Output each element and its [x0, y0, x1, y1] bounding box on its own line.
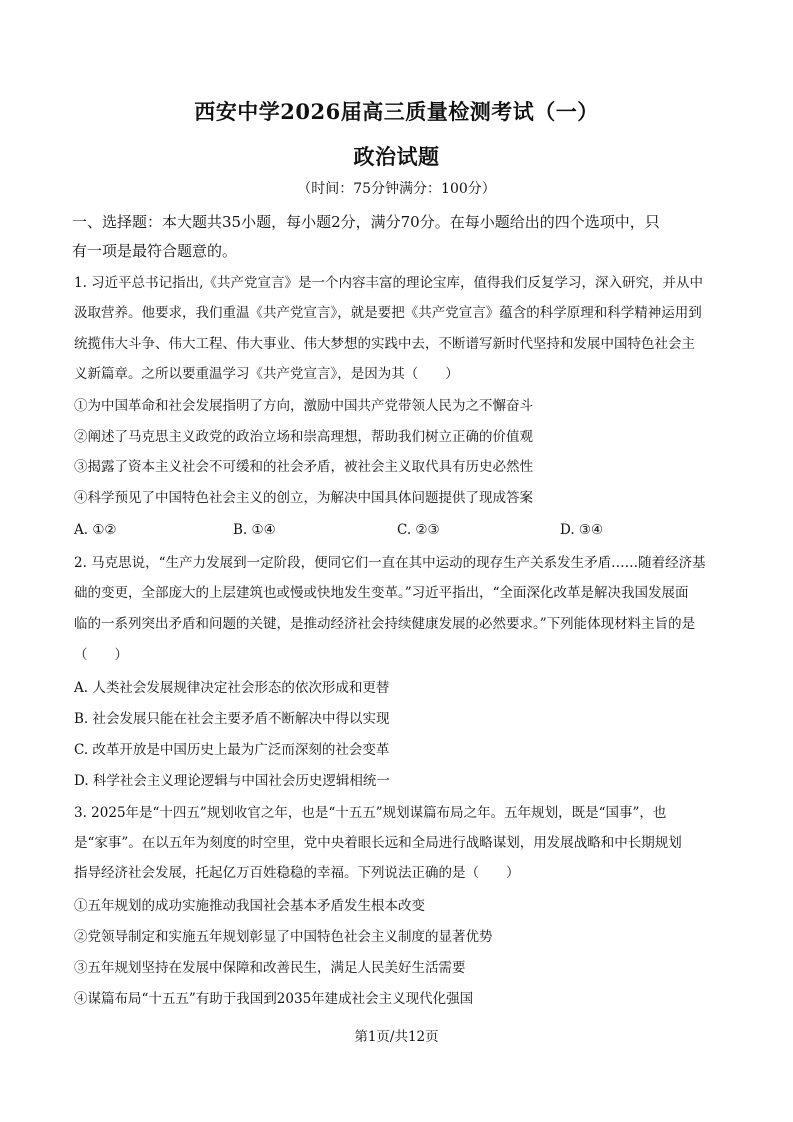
question-2-option-a: A. 人类社会发展规律决定社会形态的依次形成和更替	[74, 680, 390, 696]
question-2-option-d: D. 科学社会主义理论逻辑与中国社会历史逻辑相统一	[74, 773, 390, 789]
question-1-stem-line: 义新篇章。之所以要重温学习《共产党宣言》，是因为其（ ）	[74, 366, 459, 382]
question-3-stem-line: 指导经济社会发展，托起亿万百姓稳稳的幸福。下列说法正确的是（ ）	[74, 865, 520, 881]
question-1-stem-line: 统揽伟大斗争、伟大工程、伟大事业、伟大梦想的实践中去，不断谱写新时代坚持和发展中国特色社会主	[74, 336, 695, 352]
question-2-stem-line: （ ）	[74, 647, 128, 663]
question-2-option-c: C. 改革开放是中国历史上最为广泛而深刻的社会变革	[74, 742, 390, 758]
question-2-stem-line: 临的一系列突出矛盾和问题的关键，是推动经济社会持续健康发展的必然要求。”下列能体现材料主旨的是	[74, 616, 696, 632]
exam-title: 西安中学2026届高三质量检测考试（一）	[194, 99, 599, 124]
question-1-statement: ①为中国革命和社会发展指明了方向，激励中国共产党带领人民为之不懈奋斗	[74, 398, 533, 414]
question-1-statement: ④科学预见了中国特色社会主义的创立，为解决中国具体问题提供了现成答案	[74, 490, 533, 506]
question-3-statement: ④谋篇布局“十五五”有助于我国到2035年建成社会主义现代化强国	[74, 991, 474, 1007]
question-2-stem-line: 2. 马克思说，“生产力发展到一定阶段，便同它们一直在其中运动的现存生产关系发生矛盾……随着经济基	[74, 555, 706, 571]
question-3-statement: ③五年规划坚持在发展中保障和改善民生，满足人民美好生活需要	[74, 960, 466, 976]
question-3-stem-line: 3. 2025年是“十四五”规划收官之年，也是“十五五”规划谋篇布局之年。五年规划，既是“国事”，也	[74, 805, 667, 821]
question-3-stem-line: 是“家事”。在以五年为刻度的时空里，党中央着眼长远和全局进行战略谋划，用发展战略和中长期规划	[74, 835, 682, 851]
section-instruction-line: 有一项是最符合题意的。	[72, 242, 238, 260]
question-3-statement: ②党领导制定和实施五年规划彰显了中国特色社会主义制度的显著优势	[74, 929, 493, 945]
question-1-option-b: B. ①④	[233, 522, 276, 538]
question-1-statement: ③揭露了资本主义社会不可缓和的社会矛盾，被社会主义取代具有历史必然性	[74, 459, 533, 475]
question-1-stem-line: 1. 习近平总书记指出,《共产党宣言》是一个内容丰富的理论宝库，值得我们反复学习，深入研究，并从中	[74, 275, 703, 291]
question-1-statement: ②阐述了马克思主义政党的政治立场和崇高理想，帮助我们树立正确的价值观	[74, 429, 533, 445]
page-footer: 第1页/共12页	[354, 1029, 439, 1045]
question-1-option-c: C. ②③	[397, 522, 440, 538]
time-info: （时间：75分钟满分：100分）	[297, 181, 496, 197]
question-3-statement: ①五年规划的成功实施推动我国社会基本矛盾发生根本改变	[74, 898, 425, 914]
question-1-stem-line: 汲取营养。他要求，我们重温《共产党宣言》，就是要把《共产党宣言》蕴含的科学原理和科学精神运用到	[74, 305, 702, 321]
question-1-option-a: A. ①②	[74, 522, 117, 538]
question-2-stem-line: 础的变更，全部庞大的上层建筑也或慢或快地发生变革。”习近平指出，“全面深化改革是解决我国发展面	[74, 585, 689, 601]
subject-title: 政治试题	[353, 144, 440, 169]
question-2-option-b: B. 社会发展只能在社会主要矛盾不断解决中得以实现	[74, 711, 390, 727]
section-instruction-line: 一、选择题：本大题共35小题，每小题2分，满分70分。在每小题给出的四个选项中，只	[72, 213, 660, 231]
question-1-option-d: D. ③④	[560, 522, 604, 538]
